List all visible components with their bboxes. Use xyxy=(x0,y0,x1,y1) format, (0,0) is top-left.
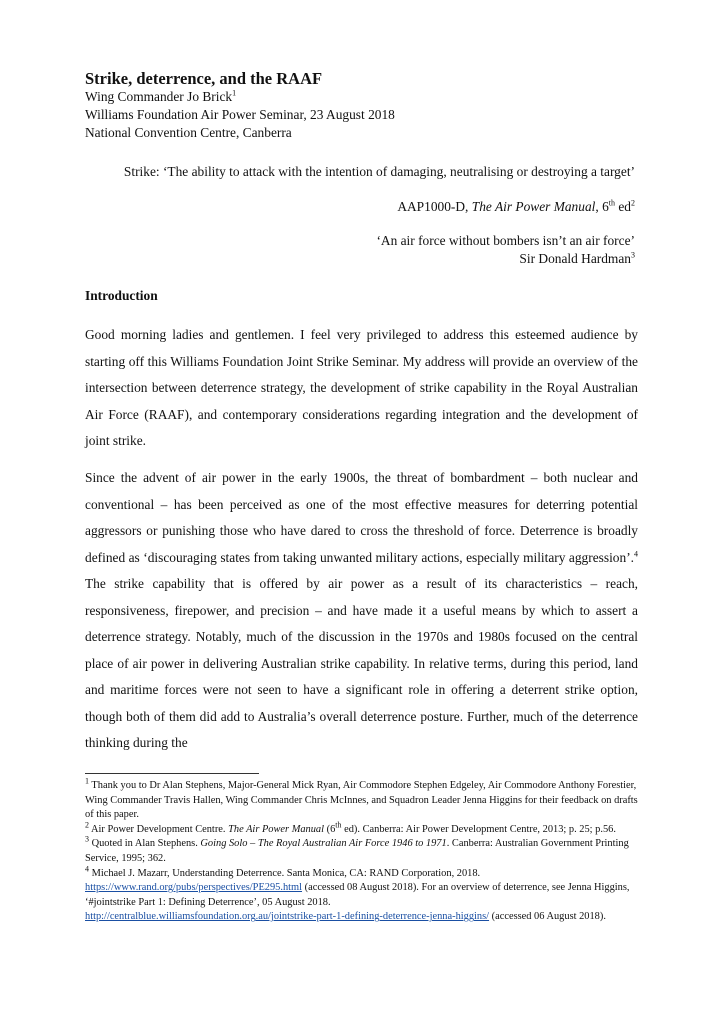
epigraph-bombers-source xyxy=(519,251,635,267)
footnote-number: 1 xyxy=(85,776,89,786)
source-title: The Air Power Manual xyxy=(471,199,596,214)
author-line xyxy=(85,89,236,105)
footnote-ref-2[interactable]: 2 xyxy=(631,198,635,208)
source-prefix: AAP1000-D, xyxy=(397,199,472,214)
footnote-text: ed). Canberra: Air Power Development Centre, 2013; p. 25; p.56. xyxy=(341,823,616,835)
source-ed: ed xyxy=(615,199,631,214)
footnote-2 xyxy=(85,820,638,838)
footnote-ref-3[interactable]: 3 xyxy=(631,250,635,260)
event-line: Williams Foundation Air Power Seminar, 23 August 2018 xyxy=(85,107,395,122)
footnote-text: Thank you to Dr Alan Stephens, Major-General Mick Ryan, Air Commodore Stephen Edgeley, Air Commodore Anthony Forestier, Wing Commander Travis Hallen, Wing Commander Chris McInnes, and Squadron Leader Jenna Higgins for their feedback on drafts of this paper. xyxy=(85,780,638,821)
footnotes xyxy=(85,776,638,925)
footnote-text: Michael J. Mazarr, Understanding Deterrence. Santa Monica, CA: RAND Corporation, 2018. xyxy=(89,867,481,879)
footnote-divider xyxy=(85,773,259,774)
footnote-ref-1[interactable]: 1 xyxy=(232,88,237,98)
footnote-text: . Canberra: Australian Government Printing Service, 1995; 362. xyxy=(85,838,629,864)
source-suffix: , 6 xyxy=(595,199,609,214)
section-heading: Introduction xyxy=(85,288,158,303)
paragraph-intro: Good morning ladies and gentlemen. I feel very privileged to address this esteemed audience by starting off this Williams Foundation Joint Strike Seminar. My address will provide an overview of the intersection between deterrence strategy, the development of strike capability in the Royal Australian Air Force (RAAF), and contemporary considerations regarding integration and the development of joint strike. xyxy=(85,327,638,448)
paragraph-text-b: The strike capability that is offered by air power as a result of its characteristics – reach, responsiveness, firepower, and precision – and have made it a useful means by which to assert a deterrence strategy. Notably, much of the discussion in the 1970s and 1980s focused on the central place of air power in delivering Australian strike capability. In relative terms, during this period, land and maritime forces were not seen to have a significant role in offering a deterrent strike option, though both of them did add to Australia’s overall deterrence posture. Further, much of the deterrence thinking during the xyxy=(85,576,638,750)
footnote-1 xyxy=(85,776,638,823)
footnote-title: Going Solo – The Royal Australian Air Force 1946 to 1971 xyxy=(200,838,447,850)
paragraph-deterrence xyxy=(85,465,638,757)
footnote-number: 4 xyxy=(85,864,89,874)
author-name: Wing Commander Jo Brick xyxy=(85,89,233,104)
footnote-text: (accessed 06 August 2018). xyxy=(489,911,606,923)
footnote-text: Air Power Development Centre. xyxy=(89,823,229,835)
epigraph-strike-source xyxy=(397,199,635,215)
centralblue-link[interactable]: http://centralblue.williamsfoundation.org.au/jointstrike-part-1-defining-deterrence-jenna-higgins/ xyxy=(85,911,490,923)
footnote-4 xyxy=(85,864,638,925)
footnote-title: The Air Power Manual xyxy=(228,823,325,835)
rand-link[interactable]: https://www.rand.org/pubs/perspectives/PE295.html xyxy=(85,882,303,894)
footnote-text: (6 xyxy=(324,823,336,835)
epigraph-strike-quote: Strike: ‘The ability to attack with the intention of damaging, neutralising or destroying a target’ xyxy=(123,164,635,179)
venue-line: National Convention Centre, Canberra xyxy=(85,125,292,140)
footnote-th: th xyxy=(335,820,342,830)
document-title: Strike, deterrence, and the RAAF xyxy=(85,69,323,88)
source-th: th xyxy=(608,198,615,208)
paragraph-text-a: Since the advent of air power in the early 1900s, the threat of bombardment – both nuclear and conventional – has been perceived as one of the most effective measures for deterring potential aggressors or punishing those who have dared to cross the threshold of force. Deterrence is broadly defined as ‘discouraging states from taking unwanted military actions, especially military aggression’. xyxy=(85,470,638,565)
source-name: Sir Donald Hardman xyxy=(519,251,631,266)
footnote-text: (accessed 08 August 2018). For an overview of deterrence, see Jenna Higgins, ‘#jointstrike Part 1: Defining Deterrence’, 05 August 2018. xyxy=(85,882,630,908)
footnote-number: 3 xyxy=(85,834,89,844)
epigraph-bombers-quote: ‘An air force without bombers isn’t an air force’ xyxy=(376,233,635,248)
footnote-3 xyxy=(85,834,638,866)
footnote-number: 2 xyxy=(85,820,89,830)
footnote-text: Quoted in Alan Stephens. xyxy=(89,838,201,850)
footnote-ref-4[interactable]: 4 xyxy=(634,549,638,559)
